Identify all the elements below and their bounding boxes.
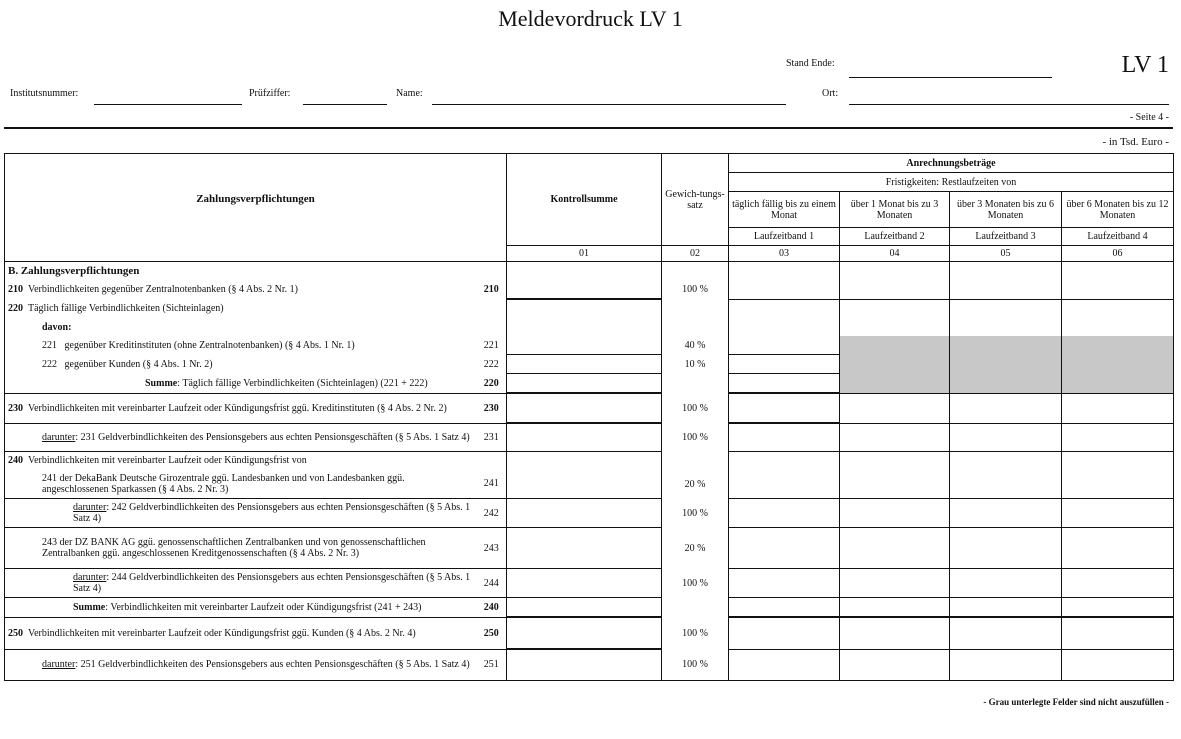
greyed-cell [840,336,950,355]
institutsnummer-field[interactable] [94,104,242,105]
header-rule [4,127,1173,129]
col-02: 02 [662,246,729,262]
row-210-text: Verbindlichkeiten gegenüber Zentralnotenbanken (§ 4 Abs. 2 Nr. 1) [28,284,298,295]
institutsnummer-label: Institutsnummer: [10,88,79,99]
pruefziffer-field[interactable] [303,104,387,105]
table-row: 230 Verbindlichkeiten mit vereinbarter Laufzeit oder Kündigungsfrist ggü. Kreditinstituten (§ 4 Abs. 2 Nr. 2) 230 100 % [5,393,1174,423]
header-fristigkeiten: Fristigkeiten: Restlaufzeiten von [729,173,1174,192]
table-row: 210 Verbindlichkeiten gegenüber Zentralnotenbanken (§ 4 Abs. 2 Nr. 1) 210 100 % [5,280,1174,299]
bucket-4-label: über 6 Monaten bis zu 12 Monaten [1062,192,1174,228]
col-05: 05 [950,246,1062,262]
form-code: LV 1 [1121,52,1169,78]
cell-s240-04[interactable] [840,598,950,618]
table-row: 221 gegenüber Kreditinstituten (ohne Zentralnotenbanken) (§ 4 Abs. 1 Nr. 1) 221 40 % [5,336,1174,355]
unit-note: - in Tsd. Euro - [1102,136,1169,148]
pruefziffer-label: Prüfziffer: [249,88,291,99]
header-section: Zahlungsverpflichtungen [5,154,507,246]
greyed-cell [950,374,1062,394]
cell-242-06[interactable] [1062,499,1174,528]
cell-242-05[interactable] [950,499,1062,528]
cell-s240-01[interactable] [507,598,662,618]
table-row: darunter: 242 Geldverbindlichkeiten des Pensionsgebers aus echten Pensionsgeschäften (§ 5 Abs. 1 Satz 4) 242 100 % [5,499,1174,528]
cell-251-06[interactable] [1062,649,1174,680]
greyed-cell [840,374,950,394]
cell-244-03[interactable] [729,569,840,598]
greyed-cell [950,336,1062,355]
table-row: 243 der DZ BANK AG ggü. genossenschaftlichen Zentralbanken und von genossenschaftlichen Zentralbanken ggü. angeschlossenen Kreditgenossenschaften (§ 4 Abs. 2 Nr. 3) 243 20 % [5,528,1174,569]
band-1: Laufzeitband 1 [729,228,840,246]
page-title: Meldevordruck LV 1 [498,6,683,31]
cell-s220-01[interactable] [507,374,662,394]
greyed-cell [840,355,950,374]
header-gewichtung: Gewich-tungs-satz [662,154,729,246]
cell-230-06[interactable] [1062,393,1174,423]
col-01: 01 [507,246,662,262]
cell-244-01[interactable] [507,569,662,598]
greyed-cell [1062,336,1174,355]
footer-note: - Grau unterlegte Felder sind nicht auszufüllen - [983,697,1169,707]
cell-210-05[interactable] [950,280,1062,299]
cell-241-01[interactable] [507,470,662,499]
stand-ende-label: Stand Ende: [786,58,835,69]
cell-230-01[interactable] [507,393,662,423]
cell-244-05[interactable] [950,569,1062,598]
table-row: darunter: 231 Geldverbindlichkeiten des Pensionsgebers aus echten Pensionsgeschäften (§ 5 Abs. 1 Satz 4) 231 100 % [5,423,1174,451]
cell-243-04[interactable] [840,528,950,569]
section-b-heading: B. Zahlungsverpflichtungen [5,262,507,281]
cell-241-03[interactable] [729,470,840,499]
cell-231-05[interactable] [950,423,1062,451]
cell-231-04[interactable] [840,423,950,451]
cell-230-03[interactable] [729,393,840,423]
cell-s240-05[interactable] [950,598,1062,618]
cell-210-03[interactable] [729,280,840,299]
greyed-cell [1062,355,1174,374]
cell-242-01[interactable] [507,499,662,528]
cell-241-06[interactable] [1062,470,1174,499]
greyed-cell [1062,374,1174,394]
bucket-1-label: täglich fällig bis zu einem Monat [729,192,840,228]
ort-field[interactable] [849,104,1169,105]
band-3: Laufzeitband 3 [950,228,1062,246]
greyed-cell [950,355,1062,374]
cell-250-05[interactable] [950,617,1062,649]
table-row: darunter: 244 Geldverbindlichkeiten des Pensionsgebers aus echten Pensionsgeschäften (§ 5 Abs. 1 Satz 4) 244 100 % [5,569,1174,598]
table-row: 250 Verbindlichkeiten mit vereinbarter Laufzeit oder Kündigungsfrist ggü. Kunden (§ 4 Abs. 2 Nr. 4) 250 100 % [5,617,1174,649]
table-row: 240 Verbindlichkeiten mit vereinbarter Laufzeit oder Kündigungsfrist von [5,451,1174,470]
col-04: 04 [840,246,950,262]
stand-ende-field[interactable] [849,77,1052,78]
cell-243-05[interactable] [950,528,1062,569]
name-label: Name: [396,88,423,99]
cell-210-06[interactable] [1062,280,1174,299]
band-4: Laufzeitband 4 [1062,228,1174,246]
table-row: Summe: Täglich fällige Verbindlichkeiten (Sichteinlagen) (221 + 222) 220 [5,374,1174,394]
col-03: 03 [729,246,840,262]
cell-230-04[interactable] [840,393,950,423]
name-field[interactable] [432,104,786,105]
cell-s240-03[interactable] [729,598,840,618]
cell-250-06[interactable] [1062,617,1174,649]
table-row: 241 der DekaBank Deutsche Girozentrale ggü. Landesbanken und von Landesbanken ggü. angeschlossenen Sparkassen (§ 4 Abs. 2 Nr. 3) 241 20 % [5,470,1174,499]
cell-250-01[interactable] [507,617,662,649]
cell-231-03[interactable] [729,423,840,451]
bucket-2-label: über 1 Monat bis zu 3 Monaten [840,192,950,228]
header-anrechnung: Anrechnungsbeträge [729,154,1174,173]
ort-label: Ort: [822,88,839,99]
cell-243-03[interactable] [729,528,840,569]
cell-231-06[interactable] [1062,423,1174,451]
report-table: Zahlungsverpflichtungen Kontrollsumme Gewich-tungs-satz Anrechnungsbeträge Fristigkeiten: Restlaufzeiten von täglich fällig bis zu einem Monat über 1 Monat bis zu 3 Monaten über 3 Monaten bis zu 6 Monaten über 6 Monaten bis zu 12 Monaten Laufzeitband 1 Laufzeitband 2 Laufzeitband 3 Laufzeitband 4 01 02 03 04 05 06 B. Zahlungsverpflichtungen 210 Verbindlichkeiten gegenüber Zentralnotenbanken (§ 4 Abs. 2 Nr. 1) 210 100 % 220 Täglich fällige Verbindlichkeiten (Sichteinlagen) davon: 221 gegenüber Kreditinstituten (ohne Zentralnotenbanken) (§ 4 Abs. 1 Nr. 1) 221 40 % 222 gegenüber Kunden (§ 4 Abs. 1 Nr. 2) 222 10 % Summe: Täglich fällige Verbindlichkeiten (Sichteinlagen) (221 + 222) 220 230 Verbindlichkeiten mit vereinbarter Laufzeit oder Kündigungsfrist ggü. Kreditinstituten (§ 4 Abs. 2 Nr. 2) 230 100 % darunter: 231 Geldverbindlichkeiten des Pensionsgebers aus echten Pensionsgeschäften (§ 5 Abs. 1 Satz 4) 231 100 % 240 Verbindlichkeiten mit vereinbarter Laufzeit oder Kündigungsfrist von 241 der DekaBank Deutsche Girozentrale ggü. Landesbanken und von Landesbanken ggü. angeschlossenen Sparkassen (§ 4 Abs. 2 Nr. 3) 241 20 % darunter: 242 Geldverbindlichkeiten des Pensionsgebers aus echten Pensionsgeschäften (§ 5 Abs. 1 Satz 4) 242 100 % 243 der DZ BANK AG ggü. genossenschaftlichen Zentralbanken und von genossenschaftlichen Zentralbanken ggü. angeschlossenen Kreditgenossenschaften (§ 4 Abs. 2 Nr. 3) 243 20 % darunter: 244 Geldverbindlichkeiten des Pensionsgebers aus echten Pensionsgeschäften (§ 5 Abs. 1 Satz 4) 244 100 % Summe: Verbindlichkeiten mit vereinbarter Laufzeit oder Kündigungsfrist (241 + 243) 240 250 Verbindlichkeiten mit vereinbarter Laufzeit oder Kündigungsfrist ggü. Kunden (§ 4 Abs. 2 Nr. 4) 250 100 % darunter: 251 Geldverbindlichkeiten des Pensionsgebers aus echten Pensionsgeschäften (§ 5 Abs. 1 Satz 4) 251 100 % [4,153,1174,681]
col-06: 06 [1062,246,1174,262]
cell-251-03[interactable] [729,649,840,680]
table-row: darunter: 251 Geldverbindlichkeiten des Pensionsgebers aus echten Pensionsgeschäften (§ 5 Abs. 1 Satz 4) 251 100 % [5,649,1174,680]
cell-s220-03[interactable] [729,374,840,394]
page-number: - Seite 4 - [1129,112,1169,123]
cell-251-05[interactable] [950,649,1062,680]
cell-244-04[interactable] [840,569,950,598]
cell-242-04[interactable] [840,499,950,528]
cell-s240-06[interactable] [1062,598,1174,618]
cell-222-03[interactable] [729,355,840,374]
cell-241-05[interactable] [950,470,1062,499]
cell-221-01[interactable] [507,336,662,355]
table-row: 220 Täglich fällige Verbindlichkeiten (Sichteinlagen) [5,299,1174,318]
bucket-3-label: über 3 Monaten bis zu 6 Monaten [950,192,1062,228]
cell-243-01[interactable] [507,528,662,569]
cell-210-01[interactable] [507,280,662,299]
cell-210-04[interactable] [840,280,950,299]
cell-251-01[interactable] [507,649,662,680]
cell-251-04[interactable] [840,649,950,680]
table-row: Summe: Verbindlichkeiten mit vereinbarter Laufzeit oder Kündigungsfrist (241 + 243) 240 [5,598,1174,618]
cell-242-03[interactable] [729,499,840,528]
table-row: 222 gegenüber Kunden (§ 4 Abs. 1 Nr. 2) 222 10 % [5,355,1174,374]
cell-221-03[interactable] [729,336,840,355]
band-2: Laufzeitband 2 [840,228,950,246]
cell-244-06[interactable] [1062,569,1174,598]
cell-230-05[interactable] [950,393,1062,423]
cell-241-04[interactable] [840,470,950,499]
cell-250-04[interactable] [840,617,950,649]
cell-243-06[interactable] [1062,528,1174,569]
header-kontrollsumme: Kontrollsumme [507,154,662,246]
cell-222-01[interactable] [507,355,662,374]
cell-231-01[interactable] [507,423,662,451]
cell-250-03[interactable] [729,617,840,649]
